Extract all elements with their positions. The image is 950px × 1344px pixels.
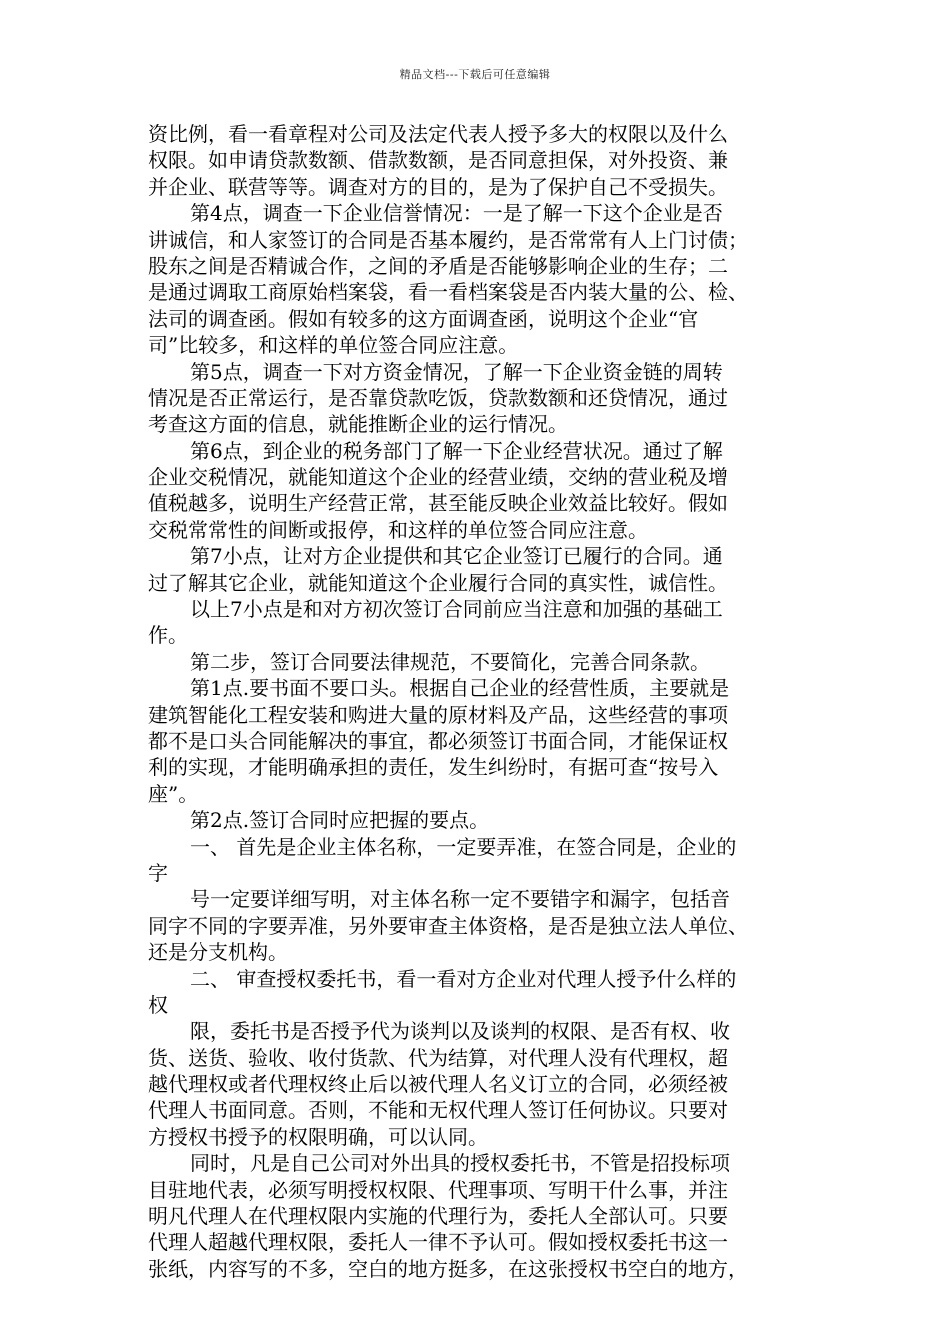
text-line: 企业交税情况，就能知道这个企业的经营业绩，交纳的营业税及增 (148, 465, 728, 490)
text-line: 字 (148, 860, 168, 885)
text-line: 交税常常性的间断或报停，和这样的单位签合同应注意。 (148, 517, 648, 542)
text-line: 限，委托书是否授予代为谈判以及谈判的权限、是否有权、收 (190, 1019, 730, 1044)
text-line: 明凡代理人在代理权限内实施的代理行为，委托人全部认可。只要 (148, 1204, 728, 1229)
text-line: 建筑智能化工程安装和购进大量的原材料及产品，这些经营的事项 (148, 702, 728, 727)
text-line: 第6点，到企业的税务部门了解一下企业经营状况。通过了解 (190, 438, 723, 463)
text-line: 二、 审查授权委托书，看一看对方企业对代理人授予什么样的 (190, 966, 737, 991)
text-line: 资比例，看一看章程对公司及法定代表人授予多大的权限以及什么 (148, 122, 728, 146)
text-line: 情况是否正常运行，是否靠贷款吃饭，贷款数额和还贷情况，通过 (148, 385, 728, 410)
text-line: 过了解其它企业，就能知道这个企业履行合同的真实性，诚信性。 (148, 570, 728, 595)
text-line: 作。 (148, 623, 188, 648)
text-line: 权 (148, 992, 168, 1017)
text-line: 第二步，签订合同要法律规范，不要简化，完善合同条款。 (190, 649, 710, 674)
text-line: 值税越多，说明生产经营正常，甚至能反映企业效益比较好。假如 (148, 491, 728, 516)
text-line: 第5点，调查一下对方资金情况，了解一下企业资金链的周转 (190, 359, 723, 384)
text-line: 目驻地代表，必须写明授权权限、代理事项、写明干什么事，并注 (148, 1177, 728, 1202)
text-line: 考查这方面的信息，就能推断企业的运行情况。 (148, 412, 568, 437)
text-line: 座”。 (148, 781, 199, 806)
page-header: 精品文档---下载后可任意编辑 (399, 68, 551, 81)
text-line: 还是分支机构。 (148, 940, 288, 965)
text-line: 法司的调查函。假如有较多的这方面调查函，说明这个企业“官 (148, 306, 699, 331)
text-line: 以上7小点是和对方初次签订合同前应当注意和加强的基础工 (190, 597, 723, 622)
text-line: 一、 首先是企业主体名称，一定要弄准，在签合同是，企业的 (190, 834, 737, 859)
text-line: 同时，凡是自己公司对外出具的授权委托书，不管是招投标项 (190, 1151, 730, 1176)
text-line: 越代理权或者代理权终止后以被代理人名义订立的合同，必须经被 (148, 1072, 728, 1097)
text-line: 股东之间是否精诚合作，之间的矛盾是否能够影响企业的生存；二 (148, 253, 728, 278)
text-line: 司”比较多，和这样的单位签合同应注意。 (148, 333, 519, 358)
text-line: 号一定要详细写明，对主体名称一定不要错字和漏字，包括音 (190, 887, 730, 912)
document-body (148, 121, 808, 1282)
text-line: 权限。如申请贷款数额、借款数额，是否同意担保，对外投资、兼 (148, 148, 728, 173)
text-line: 第1点.要书面不要口头。根据自己企业的经营性质，主要就是 (190, 676, 730, 701)
text-line: 讲诚信，和人家签订的合同是否基本履约，是否常常有人上门讨债； (148, 227, 748, 252)
text-line: 方授权书授予的权限明确，可以认同。 (148, 1124, 488, 1149)
text-line: 张纸，内容写的不多，空白的地方挺多，在这张授权书空白的地方， (148, 1256, 748, 1281)
text-line: 第7小点，让对方企业提供和其它企业签订已履行的合同。通 (190, 544, 723, 569)
text-line: 都不是口头合同能解决的事宜，都必须签订书面合同，才能保证权 (148, 728, 728, 753)
text-line: 利的实现，才能明确承担的责任，发生纠纷时，有据可查“按号入 (148, 755, 719, 780)
text-line: 第4点，调查一下企业信誉情况：一是了解一下这个企业是否 (190, 201, 723, 226)
text-line: 代理人超越代理权限，委托人一律不予认可。假如授权委托书这一 (148, 1230, 728, 1255)
text-line: 货、送货、验收、收付货款、代为结算，对代理人没有代理权，超 (148, 1045, 728, 1070)
text-line: 并企业、联营等等。调查对方的目的，是为了保护自己不受损失。 (148, 174, 728, 199)
text-line: 第2点.签订合同时应把握的要点。 (190, 808, 490, 833)
text-line: 是通过调取工商原始档案袋，看一看档案袋是否内装大量的公、检、 (148, 280, 748, 305)
text-line: 同字不同的字要弄准，另外要审查主体资格，是否是独立法人单位、 (148, 913, 748, 938)
text-line: 代理人书面同意。否则，不能和无权代理人签订任何协议。只要对 (148, 1098, 728, 1123)
